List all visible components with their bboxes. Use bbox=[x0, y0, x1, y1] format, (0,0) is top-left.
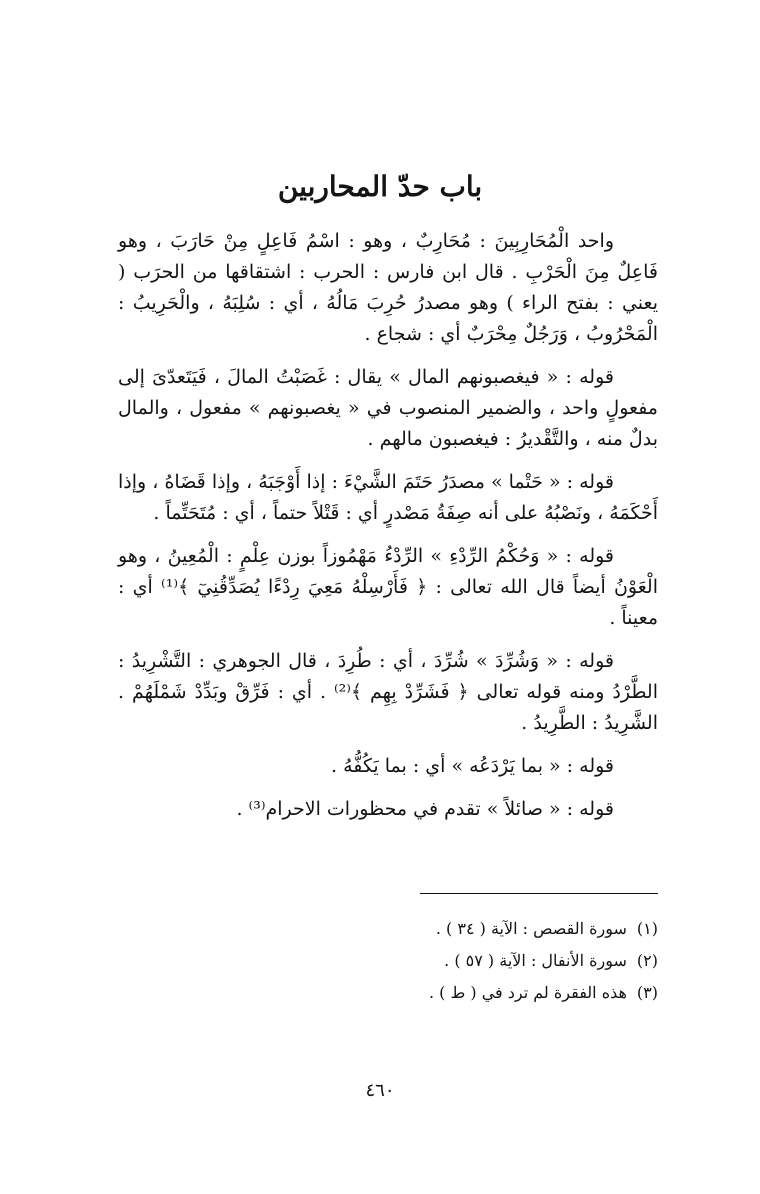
paragraph-sailan: قوله : « صائلاً » تقدم في محظورات الاحرام⁽³⁾ . bbox=[236, 798, 614, 820]
page-number: ٤٦٠ bbox=[365, 1080, 395, 1101]
footnote-text: سورة الأنفال : الآية ( ٥٧ ) . bbox=[444, 951, 627, 970]
paragraph-definition: واحد الْمُحَارِبِينَ : مُحَارِبٌ ، وهو : اسْمُ فَاعِلٍ مِنْ حَارَبَ ، وهو فَاعِلٌ مِنَ الْحَرْبِ . قال ابن فارس : الحرب : اشتقاقها من الحرَب ( يعني : بفتح الراء ) وهو مصدرُ حُرِبَ مَالُهُ ، أي : سُلِبَهُ ، والْحَرِيبُ : الْمَحْرُوبُ ، وَرَجُلٌ مِحْرَبٌ أي : شجاع . bbox=[118, 230, 658, 345]
chapter-title: باب حدّ المحاربين bbox=[277, 170, 483, 203]
paragraph-yardauhu: قوله : « بما يَرْدَعُه » أي : بما يَكُفُّهُ . bbox=[331, 755, 614, 777]
footnote-number: (١) bbox=[636, 919, 658, 938]
paragraph-shurrida: قوله : « وَشُرِّدَ » شُرِّدَ ، أي : طُرِدَ ، قال الجوهري : التَّشْرِيدُ : الطَّرْدُ ومنه قوله تعالى ﴿ فَشَرِّدْ بِهِم ﴾⁽²⁾ . أي : فَرِّقْ وبَدِّدْ شَمْلَهُمْ . الشَّرِيدُ : الطَّرِيدُ . bbox=[118, 650, 658, 734]
footnote-item bbox=[118, 913, 658, 945]
paragraph-rid: قوله : « وَحُكْمُ الرِّدْءِ » الرِّدْءُ مَهْمُوزاً بوزن عِلْمٍ : الْمُعِينُ ، وهو الْعَوْنُ أيضاً قال الله تعالى : ﴿ فَأَرْسِلْهُ مَعِيَ رِدْءًا يُصَدِّقُنِيٓ ﴾⁽¹⁾ أي : معيناً . bbox=[118, 545, 658, 629]
footnotes bbox=[118, 913, 658, 1009]
footnote-text: سورة القصص : الآية ( ٣٤ ) . bbox=[435, 919, 627, 938]
footnote-item bbox=[118, 945, 658, 977]
footnote-separator bbox=[420, 893, 658, 894]
footnote-number: (٣) bbox=[636, 983, 658, 1002]
paragraph-yaghsibunahum: قوله : « فيغصبونهم المال » يقال : غَصَبْتُ المالَ ، فَيَتَعدّىَ إلى مفعولٍ واحد ، والضمير المنصوب في « يغصبونهم » مفعول ، والمال بدلٌ منه ، والتَّقْديرُ : فيغصبون مالهم . bbox=[118, 366, 658, 450]
footnote-number: (٢) bbox=[636, 951, 658, 970]
footnote-item bbox=[118, 977, 658, 1009]
paragraph-hatman: قوله : « حَتْما » مصدَرُ حَتَمَ الشَّيْءَ : إذا أَوْجَبَهُ ، وإذا قَضَاهُ ، وإذا أَحْكَمَهُ ، ونَصْبُهُ على أنه صِفَةُ مَصْدرٍ أي : قَتْلاً حتماً ، أي : مُتَحَتِّماً . bbox=[118, 471, 658, 524]
footnote-text: هذه الفقرة لم ترد في ( ط ) . bbox=[429, 983, 627, 1002]
body-text bbox=[118, 226, 658, 837]
